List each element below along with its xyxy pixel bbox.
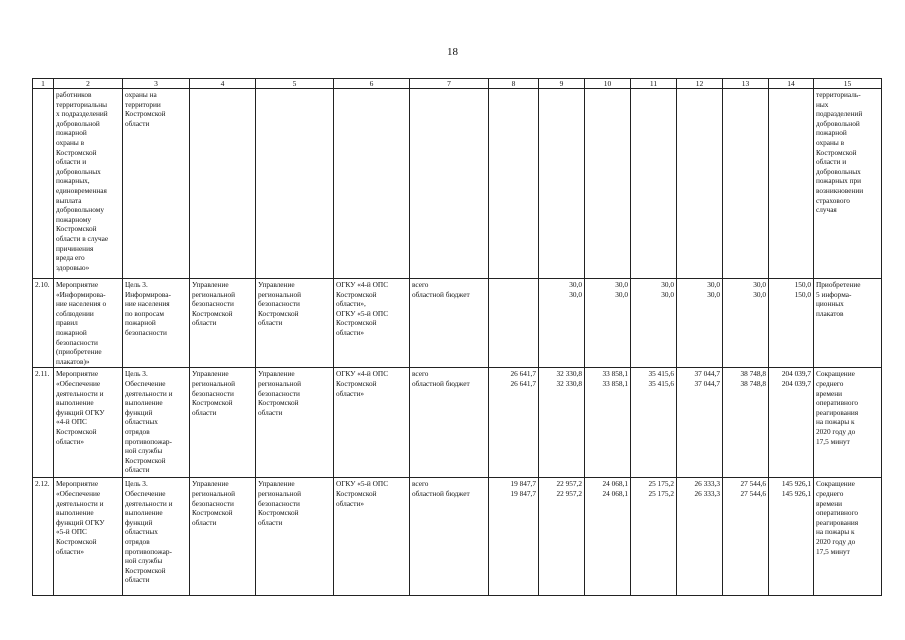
header-cell: 15 [814,79,882,89]
goal-cell: Цель 3. Обеспечение деятельности и выполнение функций областных отрядов противопожар- ной службы Костромской области [123,478,190,596]
amount-cell [489,279,539,368]
funding-source-cell: всего областной бюджет [410,368,489,478]
amount-cell: 38 748,8 38 748,8 [723,368,769,478]
funding-source-cell: всего областной бюджет [410,279,489,368]
coexecutor-cell: Управление региональной безопасности Костромской области [256,279,334,368]
executor-cell: Управление региональной безопасности Костромской области [190,368,256,478]
column-number-row [33,79,882,89]
table-row [33,478,882,596]
amount-cell: 30,0 30,0 [631,279,677,368]
page-number: 18 [447,46,458,58]
header-cell: 2 [54,79,123,89]
measure-name-cell: Мероприятие «Информирова- ние населения о соблюдении правил пожарной безопасности (приобретение плакатов)» [54,279,123,368]
amount-cell: 33 858,1 33 858,1 [585,368,631,478]
amount-cell: 30,0 30,0 [585,279,631,368]
result-cell: Сокращение среднего времени оперативного реагирования на пожары к 2020 году до 17,5 минут [814,368,882,478]
header-cell: 10 [585,79,631,89]
amount-cell: 32 330,8 32 330,8 [539,368,585,478]
amount-cell: 27 544,6 27 544,6 [723,478,769,596]
total-amount-cell: 150,0 150,0 [769,279,814,368]
amount-cell: 26 333,3 26 333,3 [677,478,723,596]
result-cell: территориаль- ных подразделений добровольной пожарной охраны в Костромской области и добровольных пожарных при возникновении страхового случая [814,89,882,279]
header-cell: 14 [769,79,814,89]
amount-cell: 37 044,7 37 044,7 [677,368,723,478]
table-row [33,368,882,478]
header-cell: 8 [489,79,539,89]
amount-cell: 30,0 30,0 [539,279,585,368]
header-cell: 11 [631,79,677,89]
measure-name-cell: работников территориальны х подразделений добровольной пожарной охраны в Костромской области и добровольных пожарных, единовременная выплата добровольному пожарному Костромской области в случае причинения вреда его здоровью» [54,89,123,279]
participant-cell: ОГКУ «4-й ОПС Костромской области» [334,368,410,478]
header-cell: 5 [256,79,334,89]
participant-cell: ОГКУ «4-й ОПС Костромской области», ОГКУ «5-й ОПС Костромской области» [334,279,410,368]
amount-cell: 35 415,6 35 415,6 [631,368,677,478]
header-cell: 3 [123,79,190,89]
row-number-cell: 2.11. [33,368,54,478]
header-cell: 12 [677,79,723,89]
goal-cell: Цель 3. Информирова- ние населения по вопросам пожарной безопасности [123,279,190,368]
table-row [33,279,882,368]
total-amount-cell: 145 926,1 145 926,1 [769,478,814,596]
amount-cell: 22 957,2 22 957,2 [539,478,585,596]
total-amount-cell: 204 039,7 204 039,7 [769,368,814,478]
header-cell: 13 [723,79,769,89]
amount-cell: 30,0 30,0 [677,279,723,368]
result-cell: Приобретение 5 информа- ционных плакатов [814,279,882,368]
executor-cell: Управление региональной безопасности Костромской области [190,279,256,368]
amount-cell: 25 175,2 25 175,2 [631,478,677,596]
result-cell: Сокращение среднего времени оперативного реагирования на пожары к 2020 году до 17,5 минут [814,478,882,596]
participant-cell: ОГКУ «5-й ОПС Костромской области» [334,478,410,596]
header-cell: 9 [539,79,585,89]
header-cell: 6 [334,79,410,89]
amount-cell: 24 068,1 24 068,1 [585,478,631,596]
table-row-continuation [33,89,882,279]
row-number-cell: 2.10. [33,279,54,368]
header-cell: 4 [190,79,256,89]
funding-source-cell: всего областной бюджет [410,478,489,596]
header-cell: 7 [410,79,489,89]
goal-cell: Цель 3. Обеспечение деятельности и выполнение функций областных отрядов противопожар- ной службы Костромской области [123,368,190,478]
row-number-cell: 2.12. [33,478,54,596]
measure-name-cell: Мероприятие «Обеспечение деятельности и выполнение функций ОГКУ «4-й ОПС Костромской области» [54,368,123,478]
amount-cell: 26 641,7 26 641,7 [489,368,539,478]
coexecutor-cell: Управление региональной безопасности Костромской области [256,478,334,596]
goal-cell: охраны на территории Костромской области [123,89,190,279]
amount-cell: 19 847,7 19 847,7 [489,478,539,596]
amount-cell: 30,0 30,0 [723,279,769,368]
program-table [32,78,882,596]
executor-cell: Управление региональной безопасности Костромской области [190,478,256,596]
header-cell: 1 [33,79,54,89]
measure-name-cell: Мероприятие «Обеспечение деятельности и выполнение функций ОГКУ «5-й ОПС Костромской области» [54,478,123,596]
coexecutor-cell: Управление региональной безопасности Костромской области [256,368,334,478]
